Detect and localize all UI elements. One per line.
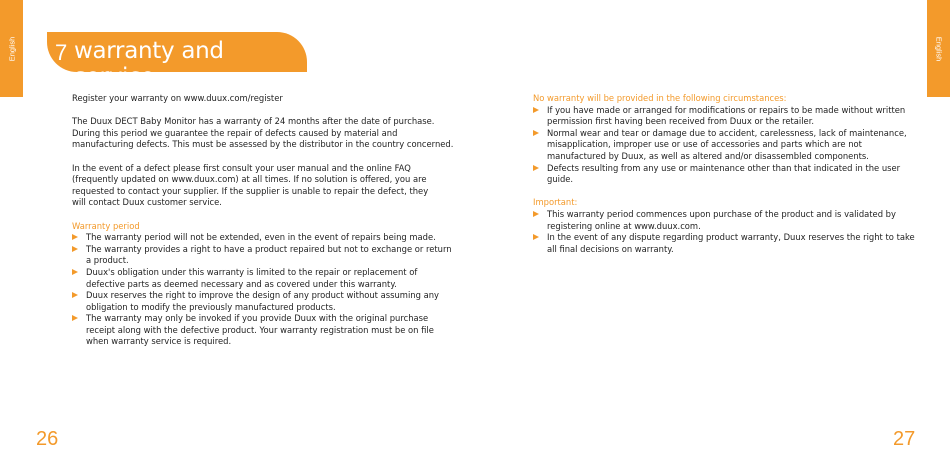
text-line: defective parts as deemed necessary and as covered under this warranty.	[86, 278, 397, 289]
important-heading: Important:	[533, 197, 578, 208]
text-line: when warranty service is required.	[86, 336, 232, 347]
chapter-title: warranty and service	[74, 38, 224, 90]
text-line: registering online at www.duux.com.	[547, 220, 701, 231]
left-text-column	[72, 93, 472, 348]
page-number-left: 26	[36, 428, 59, 450]
text-line: The Duux DECT Baby Monitor has a warranty of 24 months after the date of purchase.	[72, 116, 435, 127]
intro-paragraph	[72, 116, 472, 151]
text-line: permission first having been received from Duux or the retailer.	[547, 116, 815, 127]
right-page	[475, 0, 950, 475]
text-line: obligation to modify the previously manufactured products.	[86, 301, 336, 312]
text-line: requested to contact your supplier. If the supplier is unable to repair the defect, they	[72, 185, 429, 196]
page-number-right: 27	[893, 428, 916, 450]
text-line: Duux's obligation under this warranty is limited to the repair or replacement of	[86, 266, 418, 277]
warranty-period-list	[72, 232, 472, 348]
list-item	[533, 232, 933, 255]
list-item	[72, 313, 472, 348]
text-line: Defects resulting from any use or maintenance other than that indicated in the user	[547, 162, 901, 173]
language-label: English	[934, 36, 943, 61]
text-line: all final decisions on warranty.	[547, 243, 674, 254]
text-line: In the event of a defect please first consult your user manual and the online FAQ	[72, 162, 411, 173]
no-warranty-list	[533, 105, 933, 186]
list-item	[72, 232, 472, 244]
text-line: will contact Duux customer service.	[72, 197, 222, 208]
important-list	[533, 209, 933, 255]
text-line: The warranty period will not be extended, even in the event of repairs being made.	[86, 232, 436, 243]
list-item	[72, 244, 472, 267]
defect-paragraph	[72, 163, 472, 209]
text-line: The warranty provides a right to have a product repaired but not to exchange or return	[86, 243, 452, 254]
chapter-number: 7	[55, 40, 68, 65]
list-item	[533, 105, 933, 128]
text-line: Duux reserves the right to improve the design of any product without assuming any	[86, 290, 439, 301]
list-item	[72, 290, 472, 313]
language-tab-left	[0, 0, 23, 97]
text-line: During this period we guarantee the repair of defects caused by material and	[72, 127, 398, 138]
warranty-period-heading: Warranty period	[72, 220, 140, 231]
text-line: The warranty may only be invoked if you provide Duux with the original purchase	[86, 313, 429, 324]
text-line: manufactured by Duux, as well as altered and/or disassembled components.	[547, 150, 869, 161]
text-line: receipt along with the defective product. Your warranty registration must be on file	[86, 324, 434, 335]
text-line: If you have made or arranged for modifications or repairs to be made without written	[547, 104, 906, 115]
text-line: manufacturing defects. This must be assessed by the distributor in the country concerned.	[72, 139, 454, 150]
no-warranty-heading: No warranty will be provided in the following circumstances:	[533, 93, 787, 103]
text-line: guide.	[547, 174, 574, 185]
list-item	[533, 163, 933, 186]
text-line: misapplication, improper use or use of accessories and parts which are not	[547, 139, 862, 150]
text-line: This warranty period commences upon purchase of the product and is validated by	[547, 208, 896, 219]
register-line: Register your warranty on www.duux.com/register	[72, 93, 283, 103]
list-item	[533, 128, 933, 163]
list-item	[533, 209, 933, 232]
list-item	[72, 267, 472, 290]
text-line: (frequently updated on www.duux.com) at all times. If no solution is offered, you are	[72, 174, 427, 185]
right-text-column	[533, 93, 933, 255]
chapter-banner	[47, 32, 307, 90]
text-line: a product.	[86, 255, 129, 266]
text-line: In the event of any dispute regarding product warranty, Duux reserves the right to take	[547, 232, 915, 243]
language-tab-right	[927, 0, 950, 97]
language-label: English	[7, 36, 16, 61]
text-line: Normal wear and tear or damage due to accident, carelessness, lack of maintenance,	[547, 127, 907, 138]
